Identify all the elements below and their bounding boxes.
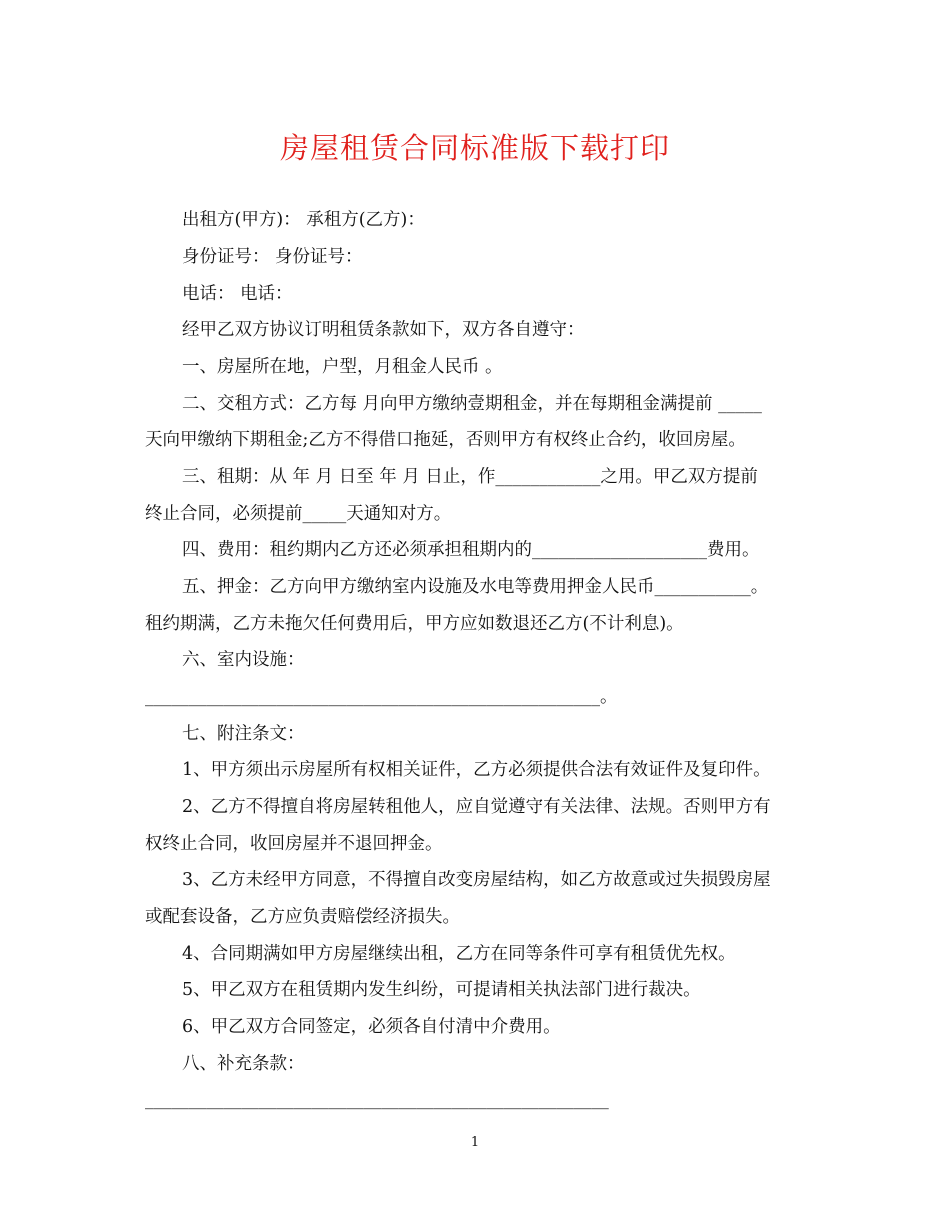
note-2: 2、乙方不得擅自将房屋转租他人，应自觉遵守有关法律、法规。否则甲方有 — [182, 797, 771, 817]
clause-5-deposit-cont: 租约期满，乙方未拖欠任何费用后，甲方应如数退还乙方(不计利息)。 — [145, 614, 684, 634]
clause-3-term: 三、租期：从 年 月 日至 年 月 日止，作____________之用。甲乙双方提前 — [182, 467, 758, 487]
parties-line: 出租方(甲方)： 承租方(乙方)： — [182, 210, 425, 230]
id-number-line: 身份证号： 身份证号： — [182, 247, 363, 267]
page-title: 房屋租赁合同标准版下载打印 — [279, 131, 670, 165]
note-3-cont: 或配套设备，乙方应负责赔偿经济损失。 — [145, 907, 460, 927]
page-number: 1 — [470, 1135, 480, 1150]
note-3: 3、乙方未经甲方同意，不得擅自改变房屋结构，如乙方故意或过失损毁房屋 — [182, 870, 771, 890]
note-6: 6、甲乙双方合同签定，必须各自付清中介费用。 — [182, 1017, 561, 1037]
note-5: 5、甲乙双方在租赁期内发生纠纷，可提请相关执法部门进行裁决。 — [182, 980, 701, 1000]
agreement-intro: 经甲乙双方协议订明租赁条款如下，双方各自遵守： — [182, 320, 585, 340]
clause-5-deposit: 五、押金：乙方向甲方缴纳室内设施及水电等费用押金人民币___________。 — [182, 577, 769, 597]
supplementary-blank: _____________________________________________________ — [145, 1090, 609, 1110]
clause-8-supplementary: 八、补充条款： — [182, 1054, 305, 1074]
phone-line: 电话： 电话： — [182, 284, 293, 304]
clause-7-notes: 七、附注条文： — [182, 724, 305, 744]
facilities-blank: ____________________________________________________。 — [145, 687, 618, 707]
note-2-cont: 权终止合同，收回房屋并不退回押金。 — [145, 834, 443, 854]
note-1: 1、甲方须出示房屋所有权相关证件，乙方必须提供合法有效证件及复印件。 — [182, 760, 771, 780]
clause-4-fees: 四、费用：租约期内乙方还必须承担租期内的____________________费用。 — [182, 540, 760, 560]
note-4: 4、合同期满如甲方房屋继续出租，乙方在同等条件可享有租赁优先权。 — [182, 944, 736, 964]
clause-2-payment-cont: 天向甲缴纳下期租金;乙方不得借口拖延，否则甲方有权终止合约，收回房屋。 — [145, 430, 746, 450]
clause-1-location: 一、房屋所在地，户型，月租金人民币 。 — [182, 357, 503, 377]
clause-6-facilities: 六、室内设施： — [182, 650, 305, 670]
clause-2-payment: 二、交租方式：乙方每 月向甲方缴纳壹期租金，并在每期租金满提前 _____ — [182, 394, 762, 414]
clause-3-term-cont: 终止合同，必须提前_____天通知对方。 — [145, 504, 452, 524]
